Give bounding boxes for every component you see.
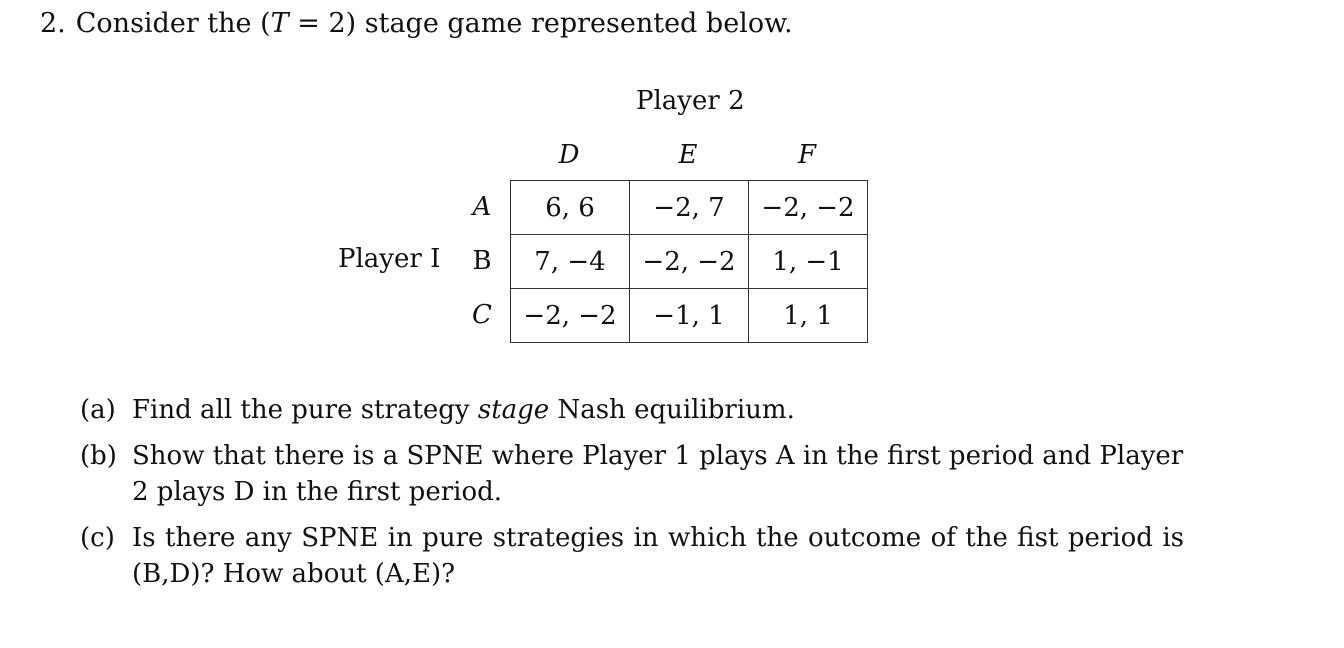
row-player-label: Player I: [338, 244, 441, 274]
part-c-text: Is there any SPNE in pure strategies in which the outcome of the fist period is (B,D)? How about (A,E)?: [132, 523, 1184, 589]
part-a-after: Nash equilibrium.: [549, 395, 795, 425]
part-b: [80, 438, 1184, 510]
payoff-row-a: [511, 181, 868, 235]
payoff-cell-c-f: 1, 1: [749, 289, 868, 343]
payoff-matrix: [510, 180, 868, 343]
row-label-b: B: [472, 246, 492, 276]
payoff-cell-b-e: −2, −2: [630, 235, 749, 289]
part-a-emphasis: stage: [477, 395, 550, 425]
payoff-cell-a-e: −2, 7: [630, 181, 749, 235]
question-suffix: stage game represented below.: [356, 8, 793, 39]
question-t-symbol: T: [270, 8, 289, 39]
payoff-row-c: [511, 289, 868, 343]
payoff-cell-c-e: −1, 1: [630, 289, 749, 343]
payoff-cell-c-d: −2, −2: [511, 289, 630, 343]
part-c-label: (c): [80, 523, 115, 553]
part-b-label: (b): [80, 441, 117, 471]
part-c: [80, 520, 1184, 592]
part-a: [80, 392, 1184, 428]
sub-questions: [80, 392, 1184, 602]
column-label-d: D: [558, 140, 580, 170]
row-label-c: C: [472, 300, 492, 330]
payoff-cell-a-d: 6, 6: [511, 181, 630, 235]
payoff-cell-b-f: 1, −1: [749, 235, 868, 289]
part-a-text: [132, 392, 1184, 428]
row-label-a: A: [472, 192, 492, 222]
question-prefix: Consider the (: [75, 8, 271, 39]
part-b-text: Show that there is a SPNE where Player 1 plays A in the first period and Player 2 plays D in the first period.: [132, 441, 1184, 507]
column-label-e: E: [678, 140, 698, 170]
payoff-row-b: [511, 235, 868, 289]
column-label-f: F: [797, 140, 817, 170]
part-a-before: Find all the pure strategy: [132, 395, 478, 425]
column-player-label: Player 2: [636, 86, 745, 116]
payoff-cell-a-f: −2, −2: [749, 181, 868, 235]
part-a-label: (a): [80, 395, 116, 425]
question-number: 2.: [40, 8, 66, 39]
question-t-equals: = 2): [288, 8, 357, 39]
question-header: [40, 6, 793, 42]
payoff-cell-b-d: 7, −4: [511, 235, 630, 289]
